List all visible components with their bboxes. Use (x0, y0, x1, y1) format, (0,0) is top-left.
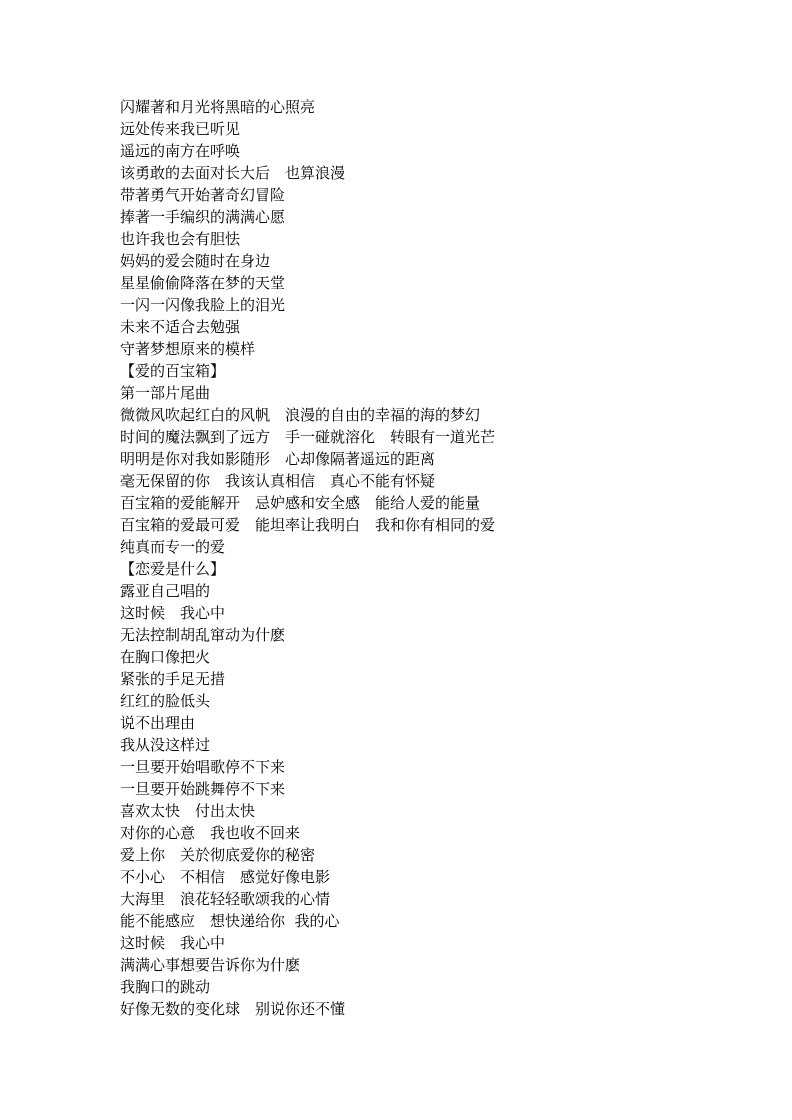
text-line: 露亚自己唱的 (120, 582, 211, 600)
text-line: 明明是你对我如影随形 心却像隔著遥远的距离 (120, 450, 436, 468)
text-line: 对你的心意 我也收不回来 (120, 824, 301, 842)
lyrics-text-block (120, 96, 740, 1020)
text-line: 远处传来我已听见 (120, 120, 241, 138)
text-line: 纯真而专一的爱 (120, 538, 226, 556)
text-line: 这时候 我心中 (120, 604, 226, 622)
text-line: 一旦要开始跳舞停不下来 (120, 780, 286, 798)
text-line: 这时候 我心中 (120, 934, 226, 952)
text-line: 能不能感应 想快递给你 我的心 (120, 912, 340, 930)
text-line: 未来不适合去勉强 (120, 318, 241, 336)
text-line: 大海里 浪花轻轻歌颂我的心情 (120, 890, 331, 908)
text-line: 第一部片尾曲 (120, 384, 211, 402)
text-line: 红红的脸低头 (120, 692, 211, 710)
text-line: 【恋爱是什么】 (120, 560, 226, 578)
text-line: 星星偷偷降落在梦的天堂 (120, 274, 286, 292)
text-line: 【爱的百宝箱】 (120, 362, 226, 380)
text-line: 百宝箱的爱能解开 忌妒感和安全感 能给人爱的能量 (120, 494, 481, 512)
text-line: 该勇敢的去面对长大后 也算浪漫 (120, 164, 346, 182)
text-line: 时间的魔法飘到了远方 手一碰就溶化 转眼有一道光芒 (120, 428, 496, 446)
text-line: 满满心事想要告诉你为什麽 (120, 956, 301, 974)
text-line: 爱上你 关於彻底爱你的秘密 (120, 846, 316, 864)
text-line: 闪耀著和月光将黑暗的心照亮 (120, 98, 316, 116)
text-line: 也许我也会有胆怯 (120, 230, 241, 248)
text-line: 遥远的南方在呼唤 (120, 142, 241, 160)
text-line: 一闪一闪像我脸上的泪光 (120, 296, 286, 314)
text-line: 不小心 不相信 感觉好像电影 (120, 868, 331, 886)
text-line: 无法控制胡乱窜动为什麽 (120, 626, 286, 644)
text-line: 百宝箱的爱最可爱 能坦率让我明白 我和你有相同的爱 (120, 516, 496, 534)
text-line: 紧张的手足无措 (120, 670, 226, 688)
text-line: 微微风吹起红白的风帆 浪漫的自由的幸福的海的梦幻 (120, 406, 481, 424)
text-line: 妈妈的爱会随时在身边 (120, 252, 271, 270)
text-line: 毫无保留的你 我该认真相信 真心不能有怀疑 (120, 472, 436, 490)
text-line: 好像无数的变化球 别说你还不懂 (120, 1000, 346, 1018)
text-line: 守著梦想原来的模样 (120, 340, 256, 358)
text-line: 我从没这样过 (120, 736, 211, 754)
text-line: 我胸口的跳动 (120, 978, 211, 996)
text-line: 在胸口像把火 (120, 648, 211, 666)
text-line: 捧著一手编织的满满心愿 (120, 208, 286, 226)
text-line: 说不出理由 (120, 714, 196, 732)
text-line: 喜欢太快 付出太快 (120, 802, 256, 820)
text-line: 带著勇气开始著奇幻冒险 (120, 186, 286, 204)
text-line: 一旦要开始唱歌停不下来 (120, 758, 286, 776)
